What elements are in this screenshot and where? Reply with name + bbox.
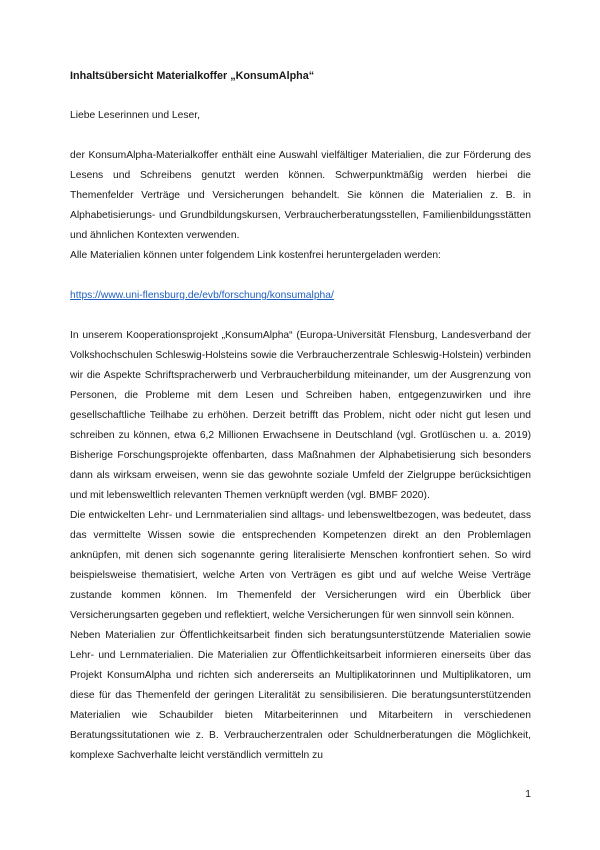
paragraph-materials: Die entwickelten Lehr- und Lernmaterialien sind alltags- und lebensweltbezogen, was bedeutet, dass das vermittelte Wissen sowie die entsprechenden Kompetenzen direkt an den Problemlagen anknüpfen, mit denen sich sogenannte gering literalisierte Menschen konfrontiert sehen. So wird beispielsweise thematisiert, welche Arten von Verträgen es gibt und auf welche Weise Verträge zustande kommen können. Im Themenfeld der Versicherungen wird ein Überblick über Versicherungsarten gegeben und reflektiert, welche Versicherungen für wen sinnvoll sein können. — [70, 510, 531, 621]
page-number: 1 — [525, 789, 531, 800]
paragraph-project: In unserem Kooperationsprojekt „KonsumAlpha“ (Europa-Universität Flensburg, Landesverband der Volkshochschulen Schleswig-Holsteins sowie die Verbraucherzentrale Schleswig-Holstein) verbinden wir die Aspekte Schriftspracherwerb und Verbraucherbildung miteinander, um der Ausgrenzung von Personen, die Probleme mit dem Lesen und Schreiben haben, entgegenzuwirken und ihre gesellschaftliche Teilhabe zu erhöhen. Derzeit betrifft das Problem, nicht oder nicht gut lesen und schreiben zu können, etwa 6,2 Millionen Erwachsene in Deutschland (vgl. Grotlüschen u. a. 2019) Bisherige Forschungsprojekte offenbarten, dass Maßnahmen der Alphabetisierung sich besonders dann als wirksam erweisen, wenn sie das gewohnte soziale Umfeld der Zielgruppe berücksichtigen und mit lebensweltlich relevanten Themen verknüpft werden (vgl. BMBF 2020). — [70, 330, 531, 501]
salutation: Liebe Leserinnen und Leser, — [70, 110, 200, 121]
paragraph-download-note: Alle Materialien können unter folgendem Link kostenfrei heruntergeladen werden: — [70, 250, 441, 261]
download-link[interactable]: https://www.uni-flensburg.de/evb/forschung/konsumalpha/ — [70, 290, 334, 301]
paragraph-categories: Neben Materialien zur Öffentlichkeitsarbeit finden sich beratungsunterstützende Materialien sowie Lehr- und Lernmaterialien. Die Materialien zur Öffentlichkeitsarbeit informieren einerseits über das Projekt KonsumAlpha und richten sich andererseits an Multiplikatorinnen und Multiplikatoren, um diese für das Themenfeld der geringen Literalität zu sensibilisieren. Die beratungsunterstützenden Materialien wie Schaubilder bieten Mitarbeiterinnen und Mitarbeitern in verschiedenen Beratungssitutationen wie z. B. Verbraucherzentralen oder Schuldnerberatungen die Möglichkeit, komplexe Sachverhalte leicht verständlich vermitteln zu — [70, 630, 531, 761]
download-link-line — [70, 286, 531, 306]
document-title: Inhaltsübersicht Materialkoffer „KonsumAlpha“ — [70, 70, 315, 82]
paragraph-intro: der KonsumAlpha-Materialkoffer enthält eine Auswahl vielfältiger Materialien, die zur Förderung des Lesens und Schreibens genutzt werden können. Schwerpunktmäßig werden hierbei die Themenfelder Verträge und Versicherungen behandelt. Sie können die Materialien z. B. in Alphabetisierungs- und Grundbildungskursen, Verbraucherberatungsstellen, Familienbildungsstätten und ähnlichen Kontexten verwenden. — [70, 150, 531, 241]
document-body — [70, 66, 531, 766]
